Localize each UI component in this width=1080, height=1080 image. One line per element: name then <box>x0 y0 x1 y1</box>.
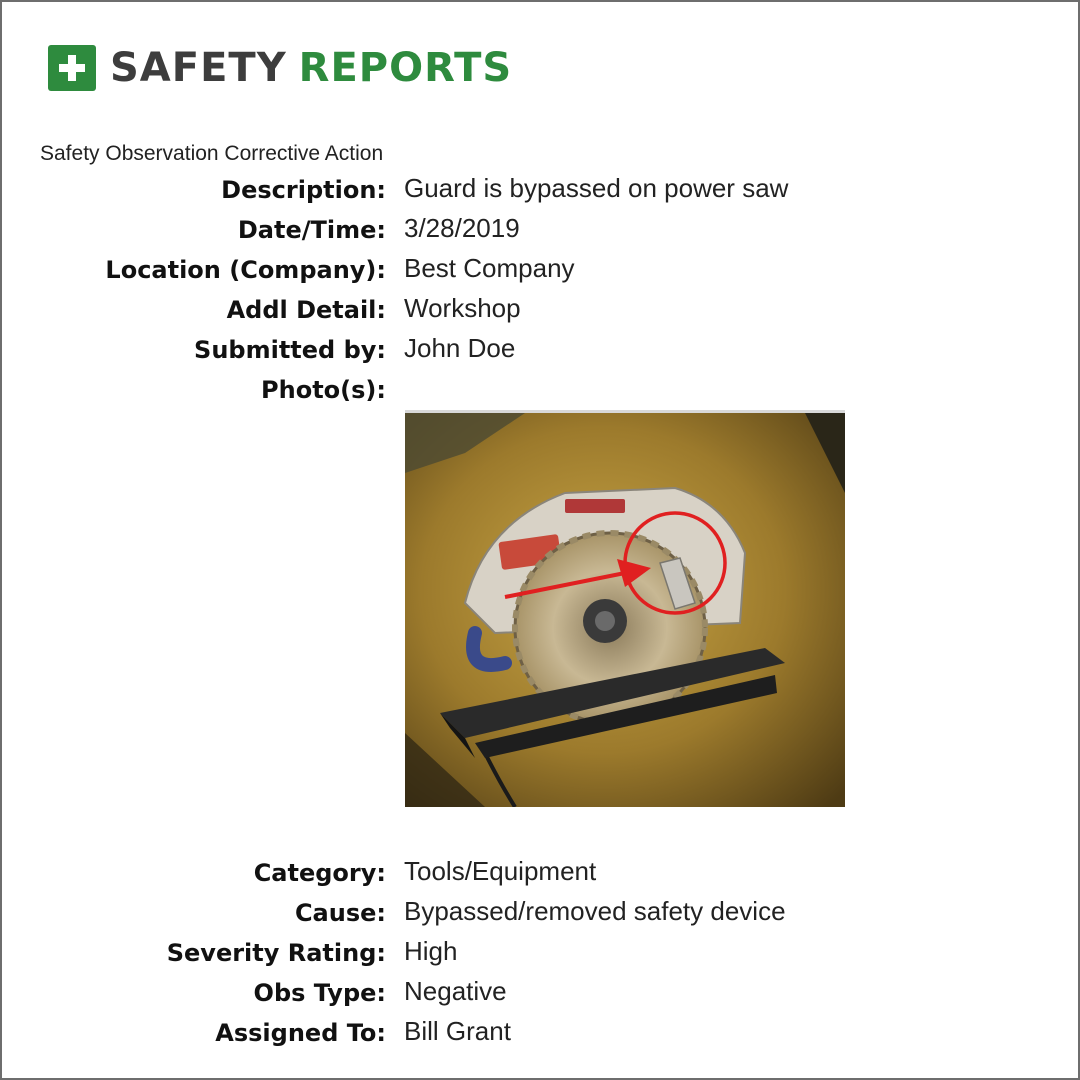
report-type-title: Safety Observation Corrective Action <box>40 142 384 165</box>
photos-label: Photo(s): <box>261 376 386 404</box>
category-value: Tools/Equipment <box>404 856 597 886</box>
safety-reports-logo <box>48 45 512 91</box>
location-value: Best Company <box>404 253 575 283</box>
datetime-value: 3/28/2019 <box>404 213 520 243</box>
plus-icon <box>48 45 96 91</box>
logo-word-safety: SAFETY <box>110 45 287 91</box>
logo-word-reports: REPORTS <box>298 45 513 91</box>
description-value: Guard is bypassed on power saw <box>404 173 789 203</box>
description-label: Description: <box>221 176 386 204</box>
assigned-to-label: Assigned To: <box>215 1019 386 1047</box>
cause-label: Cause: <box>294 899 386 927</box>
submitted-by-value: John Doe <box>404 333 516 363</box>
cause-value: Bypassed/removed safety device <box>404 896 786 926</box>
observation-photo[interactable] <box>405 410 845 807</box>
addl-detail-label: Addl Detail: <box>226 296 386 324</box>
addl-detail-value: Workshop <box>404 293 521 323</box>
circular-saw-icon <box>405 413 845 807</box>
severity-label: Severity Rating: <box>166 939 386 967</box>
location-label: Location (Company): <box>105 256 386 284</box>
category-label: Category: <box>253 859 386 887</box>
submitted-by-label: Submitted by: <box>194 336 386 364</box>
severity-value: High <box>404 936 458 966</box>
obs-type-value: Negative <box>404 976 507 1006</box>
obs-type-label: Obs Type: <box>253 979 386 1007</box>
assigned-to-value: Bill Grant <box>404 1016 511 1046</box>
datetime-label: Date/Time: <box>237 216 386 244</box>
